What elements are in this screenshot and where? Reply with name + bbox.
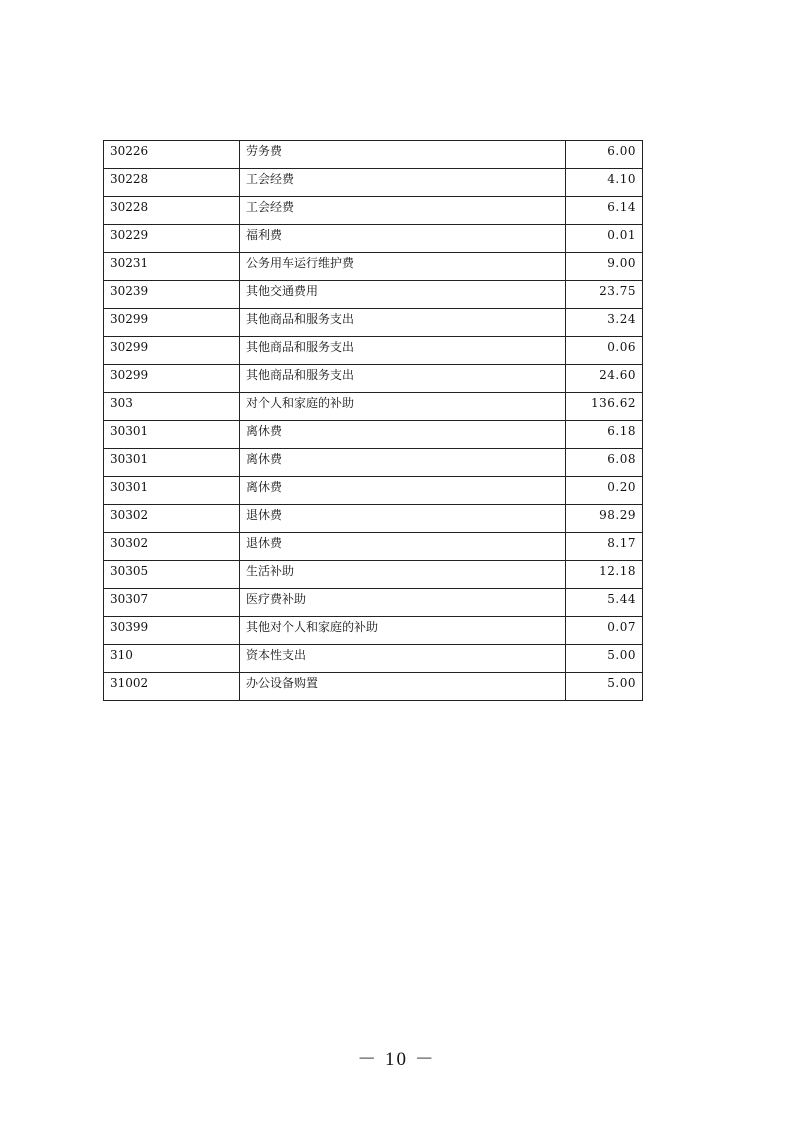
name-cell: 其他交通费用 bbox=[240, 281, 566, 309]
table-row bbox=[104, 365, 643, 393]
name-cell: 工会经费 bbox=[240, 169, 566, 197]
table-row bbox=[104, 449, 643, 477]
code-cell: 303 bbox=[104, 393, 240, 421]
name-cell: 工会经费 bbox=[240, 197, 566, 225]
amount-cell: 0.20 bbox=[566, 477, 643, 505]
amount-cell: 8.17 bbox=[566, 533, 643, 561]
table-row bbox=[104, 505, 643, 533]
amount-cell: 136.62 bbox=[566, 393, 643, 421]
name-cell: 医疗费补助 bbox=[240, 589, 566, 617]
table-row bbox=[104, 253, 643, 281]
name-cell: 公务用车运行维护费 bbox=[240, 253, 566, 281]
code-cell: 30228 bbox=[104, 197, 240, 225]
amount-cell: 0.01 bbox=[566, 225, 643, 253]
table-row bbox=[104, 421, 643, 449]
table-row bbox=[104, 533, 643, 561]
amount-cell: 3.24 bbox=[566, 309, 643, 337]
name-cell: 退休费 bbox=[240, 533, 566, 561]
amount-cell: 23.75 bbox=[566, 281, 643, 309]
name-cell: 其他商品和服务支出 bbox=[240, 309, 566, 337]
table-row bbox=[104, 309, 643, 337]
table-row bbox=[104, 645, 643, 673]
code-cell: 30301 bbox=[104, 477, 240, 505]
table-row bbox=[104, 225, 643, 253]
name-cell: 其他商品和服务支出 bbox=[240, 337, 566, 365]
code-cell: 30299 bbox=[104, 309, 240, 337]
table-row bbox=[104, 617, 643, 645]
name-cell: 其他对个人和家庭的补助 bbox=[240, 617, 566, 645]
budget-table bbox=[103, 140, 643, 701]
table-row bbox=[104, 589, 643, 617]
code-cell: 30302 bbox=[104, 505, 240, 533]
code-cell: 30305 bbox=[104, 561, 240, 589]
name-cell: 办公设备购置 bbox=[240, 673, 566, 701]
code-cell: 30299 bbox=[104, 337, 240, 365]
page-number: － 10 － bbox=[357, 1049, 436, 1070]
name-cell: 离休费 bbox=[240, 477, 566, 505]
amount-cell: 0.07 bbox=[566, 617, 643, 645]
code-cell: 30229 bbox=[104, 225, 240, 253]
code-cell: 30302 bbox=[104, 533, 240, 561]
amount-cell: 4.10 bbox=[566, 169, 643, 197]
name-cell: 福利费 bbox=[240, 225, 566, 253]
name-cell: 离休费 bbox=[240, 449, 566, 477]
amount-cell: 98.29 bbox=[566, 505, 643, 533]
amount-cell: 5.00 bbox=[566, 645, 643, 673]
code-cell: 30231 bbox=[104, 253, 240, 281]
amount-cell: 6.08 bbox=[566, 449, 643, 477]
code-cell: 30239 bbox=[104, 281, 240, 309]
code-cell: 30228 bbox=[104, 169, 240, 197]
code-cell: 30299 bbox=[104, 365, 240, 393]
code-cell: 30399 bbox=[104, 617, 240, 645]
table-row bbox=[104, 169, 643, 197]
table-row bbox=[104, 393, 643, 421]
code-cell: 30307 bbox=[104, 589, 240, 617]
table-row bbox=[104, 141, 643, 169]
amount-cell: 5.00 bbox=[566, 673, 643, 701]
amount-cell: 6.18 bbox=[566, 421, 643, 449]
amount-cell: 24.60 bbox=[566, 365, 643, 393]
name-cell: 资本性支出 bbox=[240, 645, 566, 673]
amount-cell: 6.00 bbox=[566, 141, 643, 169]
code-cell: 30226 bbox=[104, 141, 240, 169]
table-row bbox=[104, 337, 643, 365]
amount-cell: 5.44 bbox=[566, 589, 643, 617]
table-body bbox=[104, 141, 643, 701]
code-cell: 310 bbox=[104, 645, 240, 673]
table-row bbox=[104, 477, 643, 505]
code-cell: 30301 bbox=[104, 449, 240, 477]
name-cell: 其他商品和服务支出 bbox=[240, 365, 566, 393]
table-row bbox=[104, 561, 643, 589]
name-cell: 对个人和家庭的补助 bbox=[240, 393, 566, 421]
amount-cell: 9.00 bbox=[566, 253, 643, 281]
name-cell: 生活补助 bbox=[240, 561, 566, 589]
name-cell: 劳务费 bbox=[240, 141, 566, 169]
table-row bbox=[104, 197, 643, 225]
amount-cell: 0.06 bbox=[566, 337, 643, 365]
code-cell: 31002 bbox=[104, 673, 240, 701]
name-cell: 离休费 bbox=[240, 421, 566, 449]
amount-cell: 6.14 bbox=[566, 197, 643, 225]
amount-cell: 12.18 bbox=[566, 561, 643, 589]
table-row bbox=[104, 673, 643, 701]
code-cell: 30301 bbox=[104, 421, 240, 449]
name-cell: 退休费 bbox=[240, 505, 566, 533]
table-row bbox=[104, 281, 643, 309]
